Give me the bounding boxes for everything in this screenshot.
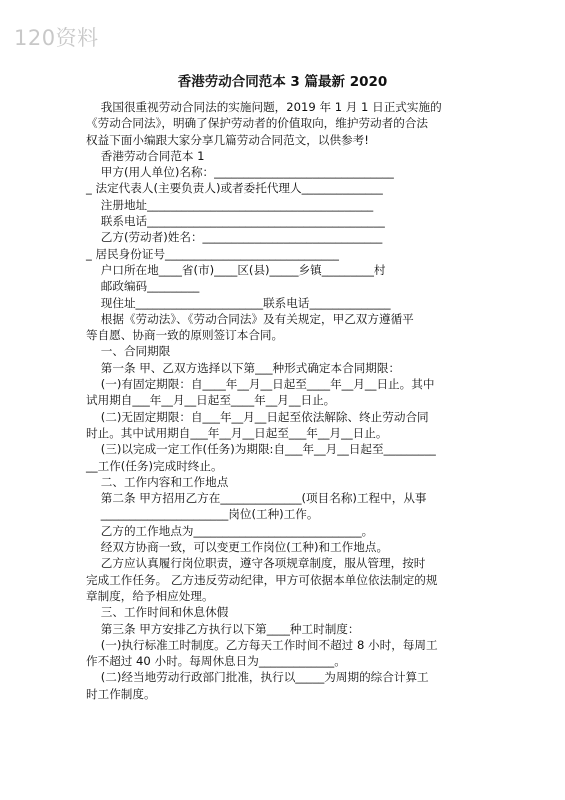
body-line: (三)以完成一定工作(任务)为期限:自___年__月__日起至_________ [86,442,436,457]
body-line: _ 居民身份证号______________________________ [86,246,339,261]
body-line: 户口所在地____省(市)____区(县)_____乡镇_________村 [86,262,386,277]
body-line: 根据《劳动法》、《劳动合同法》及有关规定，甲乙双方遵循平 [86,311,414,326]
body-line: _ 法定代表人(主要负责人)或者委托代理人______________ [86,181,383,196]
body-line: 联系电话_________________________________________ [86,214,385,229]
body-line: 乙方应认真履行岗位职责，遵守各项规章制度，服从管理，按时 [86,556,426,571]
body-line: 乙方(劳动者)姓名：_______________________________ [86,230,383,245]
body-line: 甲方(用人单位)名称：_______________________________ [86,165,394,180]
body-line: 三、工作时间和休息休假 [86,605,229,620]
document-title: 香港劳动合同范本 3 篇最新 2020 [177,74,388,90]
body-line: 第二条 甲方招用乙方在______________(项目名称)工程中，从事 [86,491,427,506]
body-line: 完成工作任务。 乙方违反劳动纪律，甲方可依据本单位依法制定的规 [86,572,438,587]
body-line: 乙方的工作地点为_____________________________。 [86,523,374,538]
body-line: 章制度，给予相应处理。 [86,588,214,603]
body-line: 邮政编码_________ [86,279,200,294]
body-line: 第一条 甲、乙双方选择以下第___种形式确定本合同期限： [86,360,401,375]
body-line: 现住址______________________联系电话______________ [86,295,391,310]
body-line: (一)有固定期限：自____年__月__日起至____年__月__日止。其中 [86,377,435,392]
body-line: 时工作制度。 [86,686,156,701]
body-line: 我国很重视劳动合同法的实施问题，2019 年 1 月 1 日正式实施的 [86,100,442,114]
body-line: 第三条 甲方安排乙方执行以下第____种工时制度： [86,621,360,636]
body-line: (二)经当地劳动行政部门批准，执行以_____为周期的综合计算工 [86,670,429,685]
body-line: 等自愿、协商一致的原则签订本合同。 [86,328,284,343]
body-line: __工作(任务)完成时终止。 [86,458,223,473]
body-line: ______________________岗位(工种)工作。 [86,507,319,522]
body-line: 二、工作内容和工作地点 [86,474,229,489]
body-line: 《劳动合同法》，明确了保护劳动者的价值取向，维护劳动者的合法 [86,116,429,131]
body-line: 试用期自___年__月__日起至____年__月__日止。 [86,393,336,408]
body-line: (一)执行标准工时制度。乙方每天工作时间不超过 8 小时，每周工 [86,637,438,652]
body-line: 作不超过 40 小时。每周休息日为_____________。 [86,654,346,669]
document-body [86,99,486,702]
body-line: (二)无固定期限：自___年__月__日起至依法解除、终止劳动合同 [86,409,429,424]
watermark: 120资料 [14,26,99,50]
body-line: 注册地址_______________________________________ [86,197,374,212]
body-line: 经双方协商一致，可以变更工作岗位(工种)和工作地点。 [86,540,389,555]
body-line: 权益下面小编跟大家分享几篇劳动合同范文，以供参考! [86,132,369,147]
body-line: 香港劳动合同范本 1 [86,148,205,163]
body-line: 时止。其中试用期自___年__月__日起至___年__月__日止。 [86,425,388,440]
body-line: 一、合同期限 [86,344,171,359]
